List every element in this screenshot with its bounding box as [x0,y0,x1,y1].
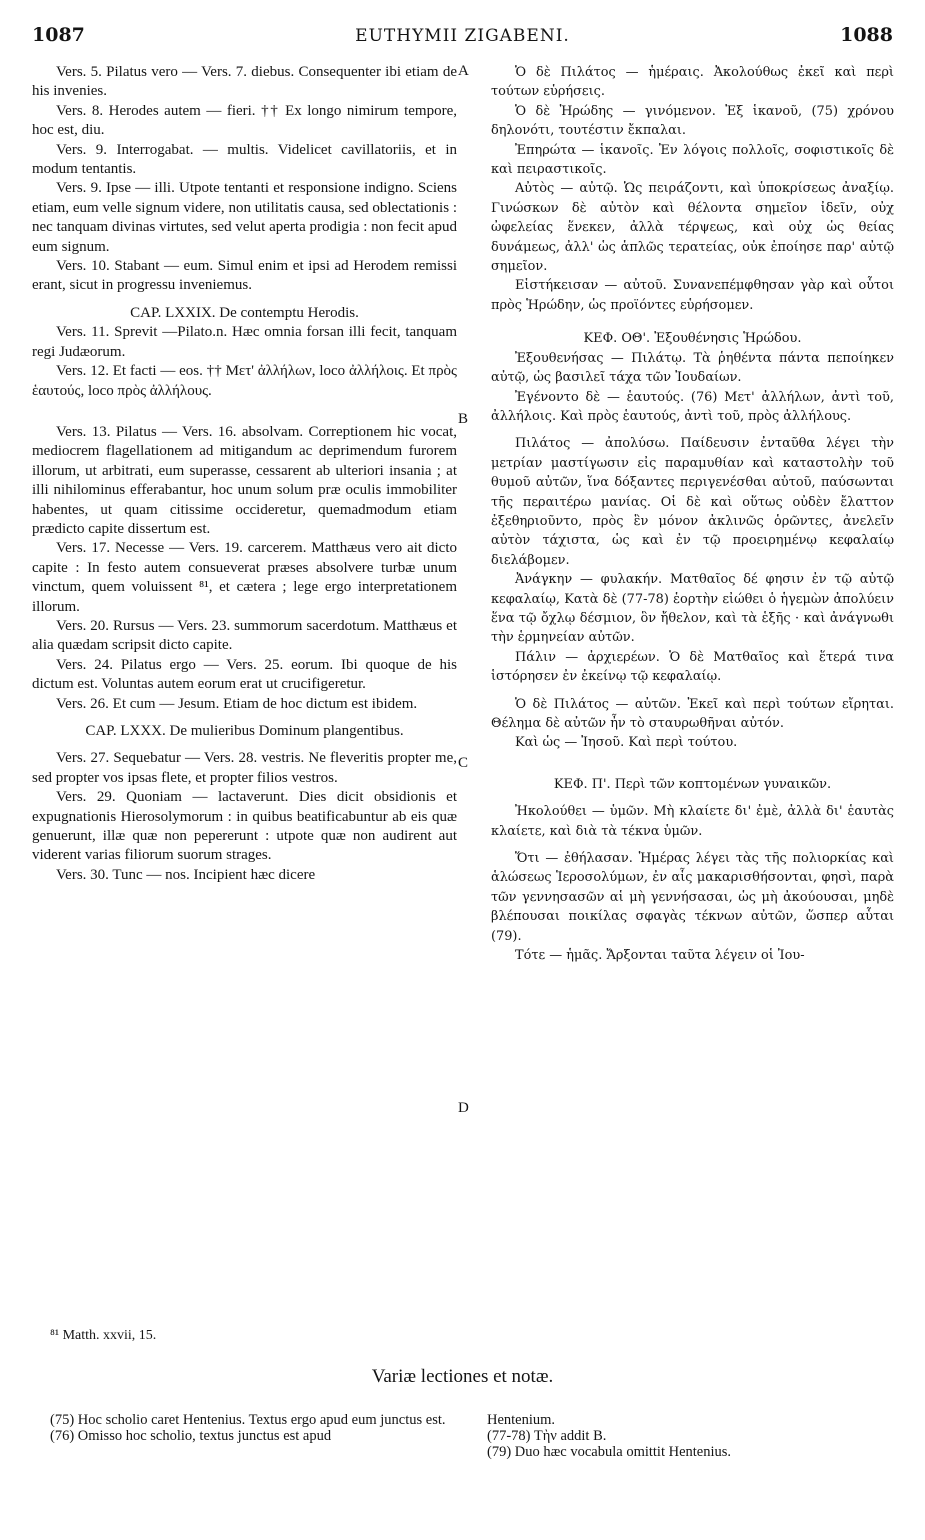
margin-marker-d: D [458,1100,469,1116]
page-number-right: 1088 [840,24,893,46]
greek-paragraph: Εἱστήκεισαν — αὐτοῦ. Συνανεπέμφθησαν γὰρ καὶ οὗτοι πρὸς Ἡρώδην, ὡς προϊόντες εὑρήσομεν. [491,278,894,313]
latin-paragraph: Vers. 12. Et facti — eos. †† Μετ' ἀλλήλων, loco ἀλλήλοις. Et πρὸς ἑαυτούς, loco πρὸς ἀλλήλους. [32,363,457,399]
variant-note: (77-78) Τὴν addit B. [487,1428,607,1444]
greek-paragraph: Ὁ δὲ Πιλάτος — ἡμέραις. Ἀκολούθως ἐκεῖ καὶ περὶ τούτων εὑρήσεις. [491,65,894,100]
margin-marker-c: C [458,755,469,771]
variant-note: (75) Hoc scholio caret Hentenius. Textus ergo apud eum junctus est. [50,1412,446,1428]
latin-paragraph: Vers. 20. Rursus — Vers. 23. summorum sacerdotum. Matthæus et alia quædam scripsit dicto capite. [32,617,457,654]
greek-paragraph: Ἠκολούθει — ὑμῶν. Μὴ κλαίετε δι' ἐμὲ, ἀλλὰ δι' ἑαυτὰς κλαίετε, καὶ διὰ τὰ τέκνα ὑμῶν. [491,804,894,839]
variant-note: Hentenium. [487,1412,556,1428]
page-title: EUTHYMII ZIGABENI. [355,26,570,46]
greek-paragraph: Ἐπηρώτα — ἱκανοῖς. Ἐν λόγοις πολλοῖς, σοφιστικοῖς δὲ καὶ πειραστικοῖς. [491,142,894,178]
latin-paragraph: Vers. 30. Tunc — nos. Incipient hæc dicere [56,866,316,883]
varia-lectiones-heading: Variæ lectiones et notæ. [371,1366,554,1387]
greek-paragraph: Ὁ δὲ Πιλάτος — αὐτῶν. Ἐκεῖ καὶ περὶ τούτων εἴρηται. Θέλημα δὲ αὐτῶν ἦν τὸ σταυρωθῆναι αὐτόν. [491,696,894,731]
latin-paragraph: Vers. 24. Pilatus ergo — Vers. 25. eorum. Ibi quoque de his dictum est. Voluntas autem eorum erat ut crucifigeretur. [32,656,457,693]
notes-right [487,1412,897,1460]
latin-paragraph: Vers. 29. Quoniam — lactaverunt. Dies dicit obsidionis et expugnationis Hierosolymorum : in quibus beatificabuntur ab eis quæ genuerunt, illæ quæ non pepererunt : utpote quæ non audirent aut viderent varias filiorum suorum strages. [32,789,457,864]
latin-paragraph: Vers. 13. Pilatus — Vers. 16. absolvam. Correptionem hic vocat, mediocrem flagellationem ad mitigandum ac deprimendum furorem illorum, ut arbitrati, eum superasse, cessarent ab ulteriori insania ; at illi nihilominus efferabantur, hoc unum solum præ oculis immobiliter habentes, ut quam citissime occideretur, quemadmodum etiam prædicto capite dissertum est. [32,423,457,537]
latin-column [32,63,457,885]
latin-paragraph: Vers. 9. Ipse — illi. Utpote tentanti et responsione indigno. Sciens etiam, eum velle signum videre, non utilitatis causa, sed oblectationis : nec tanquam divinas virtutes, sed velut aperta prodigia : non fecit apud eum signum. [32,180,457,255]
greek-paragraph: Ἀνάγκην — φυλακήν. Ματθαῖος δέ φησιν ἐν τῷ αὐτῷ κεφαλαίῳ, Κατὰ δὲ (77-78) ἑορτὴν εἰώθει ὁ ἡγεμὼν ἀπολύειν ἕνα τῷ ὄχλῳ δέσμιον, ὃν ἤθελον, καὶ τὰ ἑξῆς · καὶ ἀνάγνωθι τὴν ἑρμηνείαν αὐτῶν. [491,572,894,646]
greek-paragraph: Τότε — ἡμᾶς. Ἄρξονται ταῦτα λέγειν οἱ Ἰου- [515,948,805,964]
chapter-heading: ΚΕΦ. Π'. Περὶ τῶν κοπτομένων γυναικῶν. [553,776,832,792]
variant-note: (79) Duo hæc vocabula omittit Hentenius. [487,1444,732,1460]
latin-paragraph: Vers. 9. Interrogabat. — multis. Videlicet cavillatoriis, et in modum tentantis. [32,141,457,178]
greek-paragraph: Ἐξουθενήσας — Πιλάτῳ. Τὰ ῥηθέντα πάντα πεποίηκεν αὐτῷ, ὡς βασιλεῖ τάχα τῶν Ἰουδαίων. [491,350,894,386]
latin-paragraph: Vers. 11. Sprevit —Pilato.n. Hæc omnia forsan illi fecit, tanquam regi Judæorum. [32,324,457,360]
latin-paragraph: Vers. 10. Stabant — eum. Simul enim et ipsi ad Herodem remissi erant, sicut in progressu inveniemus. [32,258,457,294]
margin-marker-a: A [458,63,469,79]
page-number-left: 1087 [32,24,85,46]
greek-column [491,63,894,965]
greek-paragraph: Πιλάτος — ἀπολύσω. Παίδευσιν ἐνταῦθα λέγει τὴν μετρίαν μαστίγωσιν εἰς παραμυθίαν καὶ καταστολὴν τοῦ θυμοῦ αὐτῶν, ἵνα δόξαντες περιγενέσθαι αὐτοῦ, παύσωνται τῆς περαιτέρω μανίας. Οἱ δὲ καὶ οὕτως οὐδὲν ἔλαττον ἐξεθηριοῦντο, πρὸς ἓν μόνον ἀκλινῶς ὁρῶντες, ἀνελεῖν αὐτὸν τάχιστα, ὡς καὶ ἐν τῷ προειρημένῳ κεφαλαίῳ διελάβομεν. [491,436,894,568]
greek-paragraph: Ἐγένοντο δὲ — ἑαυτούς. (76) Μετ' ἀλλήλων, ἀντὶ τοῦ, ἀλλήλοις. Καὶ πρὸς ἑαυτούς, ἀντὶ τοῦ, πρὸς ἀλλήλους. [491,389,894,424]
footnote: ⁸¹ Matth. xxvii, 15. [50,1328,157,1343]
latin-paragraph: Vers. 17. Necesse — Vers. 19. carcerem. Matthæus vero ait dicto capite : In festo autem consueverat præses absolvere turbæ unum vinctum, quem voluissent ⁸¹, et cætera ; lege ergo interpretationem illorum. [32,540,457,615]
notes-left [50,1412,450,1444]
latin-paragraph: Vers. 8. Herodes autem — fieri. †† Ex longo nimirum tempore, hoc est, diu. [32,102,457,139]
latin-paragraph: Vers. 27. Sequebatur — Vers. 28. vestris. Ne fleveritis propter me, sed propter vos ipsas flete, et propter filios vestros. [32,750,457,786]
greek-paragraph: Πάλιν — ἀρχιερέων. Ὁ δὲ Ματθαῖος καὶ ἕτερά τινα ἱστόρησεν ἐν ἐκείνῳ τῷ κεφαλαίῳ. [491,649,894,685]
chapter-heading: ΚΕΦ. ΟΘ'. Ἐξουθένησις Ἡρώδου. [583,331,802,347]
margin-marker-b: B [458,411,469,427]
greek-paragraph: Ὁ δὲ Ἡρώδης — γινόμενον. Ἐξ ἱκανοῦ, (75) χρόνου δηλονότι, τουτέστιν ἔκπαλαι. [491,103,894,139]
latin-paragraph: Vers. 5. Pilatus vero — Vers. 7. diebus. Consequenter ibi etiam de his invenies. [32,64,457,100]
greek-paragraph: Αὐτὸς — αὐτῷ. Ὡς πειράζοντι, καὶ ὑποκρίσεως ἀναξίῳ. Γινώσκων δὲ αὐτὸν καὶ θέλοντα σημεῖον ἰδεῖν, οὐχ ὠφελείας ἕνεκεν, ἀλλὰ τέρψεως, καὶ οὐχ ὡς θείας δυνάμεως, ἀλλ' ὡς ἁπλῶς τερατείας, οὐκ ἐποίησε παρ' αὐτῷ σημεῖον. [491,181,894,275]
greek-paragraph: Καὶ ὡς — Ἰησοῦ. Καὶ περὶ τούτου. [515,735,738,751]
running-header [32,24,893,50]
latin-paragraph: Vers. 26. Et cum — Jesum. Etiam de hoc dictum est ibidem. [56,695,418,712]
variant-note: (76) Omisso hoc scholio, textus junctus est apud [50,1428,332,1444]
chapter-heading: CAP. LXXIX. De contemptu Herodis. [130,304,359,321]
chapter-heading: CAP. LXXX. De mulieribus Dominum plangentibus. [85,723,404,739]
greek-paragraph: Ὅτι — ἐθήλασαν. Ἡμέρας λέγει τὰς τῆς πολιορκίας καὶ ἁλώσεως Ἱεροσολύμων, ἐν αἷς μακαρισθήσονται, φησὶ, παρὰ τῶν γεννησασῶν αἱ μὴ γεννήσασαι, ὡς μὴ ἀκούουσαι, μηδὲ βλέπουσαι ποικίλας σφαγὰς τέκνων αὐτῶν, ὥσπερ αὗται (79). [491,851,894,944]
